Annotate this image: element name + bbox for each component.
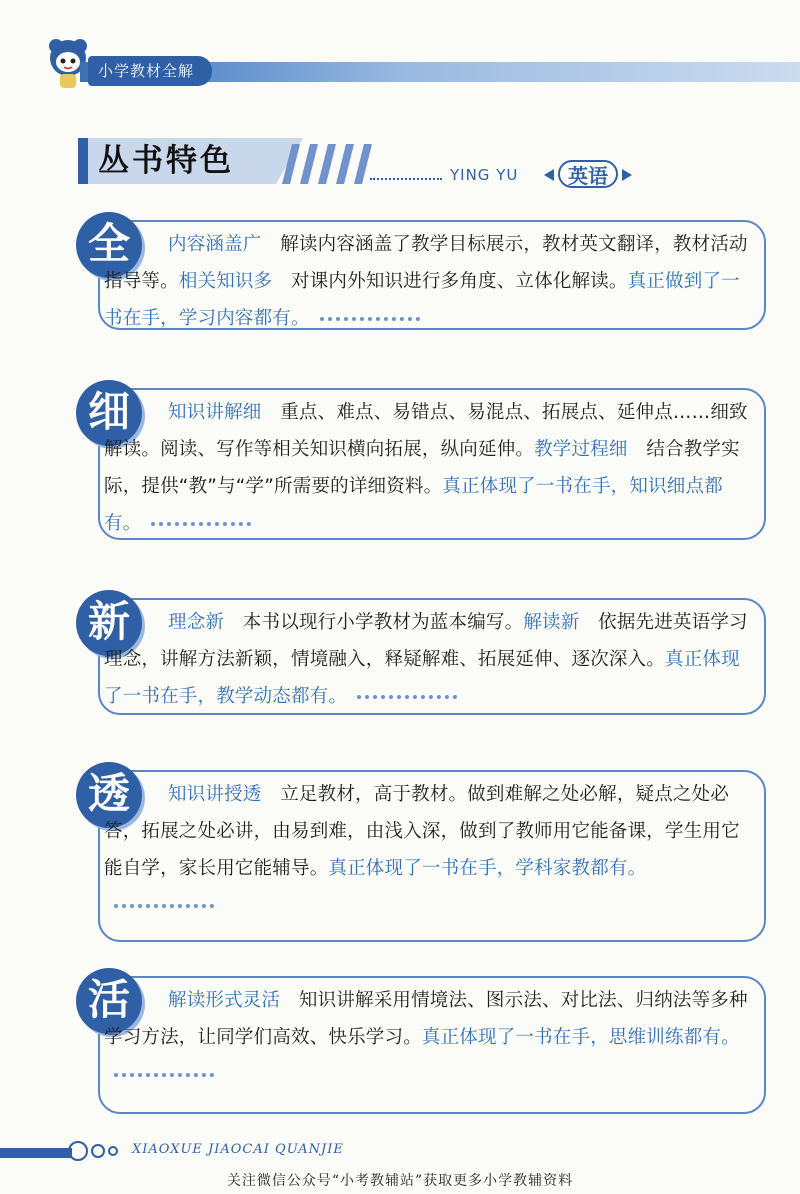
circle-icon: [108, 1146, 118, 1156]
subject-label: 英语: [558, 160, 618, 188]
keyword: 教学过程细: [534, 439, 628, 460]
subject-pinyin: YING YU: [450, 166, 519, 184]
summary-text: 真正做到了一书在手，学习内容都有。: [104, 271, 740, 329]
footer-bar: [0, 1148, 72, 1158]
circle-icon: [91, 1144, 105, 1158]
summary-text: 真正体现了一书在手，思维训练都有。: [421, 1027, 740, 1048]
keyword: 知识讲授透: [168, 784, 262, 805]
keyword: 解读新: [523, 612, 580, 633]
feature-block-huo: [76, 968, 766, 1114]
feature-badge: 透: [76, 762, 142, 828]
keyword: 理念新: [168, 612, 225, 633]
body-text: 重点、难点、易错点、易混点、拓展点、延伸点……细致解读。阅读、写作等相关知识横向拓展，纵向延伸。: [104, 402, 748, 460]
keyword: 内容涵盖广: [168, 234, 262, 255]
feature-text: [104, 226, 748, 337]
dots-decoration: [151, 522, 251, 526]
summary-text: 真正体现了一书在手，知识细点都有。: [104, 476, 723, 534]
feature-badge: 细: [76, 380, 142, 446]
body-text: 知识讲解采用情境法、图示法、对比法、归纳法等多种学习方法，让同学们高效、快乐学习。: [104, 990, 748, 1048]
wechat-note: 关注微信公众号“小考教辅站”获取更多小学教辅资料: [226, 1173, 574, 1189]
body-text: 对课内外知识进行多角度、立体化解读。: [272, 271, 628, 292]
dots-decoration: [357, 695, 457, 699]
summary-text: 真正体现了一书在手，学科家教都有。: [328, 858, 647, 879]
feature-text: [104, 776, 748, 924]
body-text: 解读内容涵盖了教学目标展示，教材英文翻译，教材活动指导等。: [104, 234, 748, 292]
feature-badge: 活: [76, 968, 142, 1034]
feature-badge: 全: [76, 212, 142, 278]
keyword: 知识讲解细: [168, 402, 262, 423]
series-pinyin: XIAOXUE JIAOCAI QUANJIE: [132, 1142, 344, 1157]
body-text: 本书以现行小学教材为蓝本编写。: [224, 612, 524, 633]
arrow-left-icon: [544, 169, 554, 181]
feature-text: [104, 604, 748, 715]
summary-text: 真正体现了一书在手，教学动态都有。: [104, 649, 740, 707]
body-text: 立足教材，高于教材。做到难解之处必解，疑点之处必答，拓展之处必讲，由易到难，由浅入深，做到了教师用它能备课，学生用它能自学，家长用它能辅导。: [104, 784, 740, 879]
series-title: 小学教材全解: [88, 56, 212, 86]
feature-text: [104, 982, 748, 1093]
dots-decoration: [320, 317, 420, 321]
keyword: 相关知识多: [178, 271, 273, 292]
feature-block-xin: [76, 590, 766, 715]
arrow-right-icon: [622, 169, 632, 181]
subject-tag: [540, 160, 636, 190]
feature-block-xi: [76, 380, 766, 540]
feature-badge: 新: [76, 590, 142, 656]
keyword: 解读形式灵活: [168, 990, 281, 1011]
circle-icon: [68, 1141, 88, 1161]
footer-circles: [68, 1140, 121, 1161]
heading-dotline: [370, 178, 442, 180]
page-title: 丛书特色: [98, 143, 234, 179]
feature-block-quan: [76, 212, 766, 330]
feature-block-tou: [76, 762, 766, 942]
dots-decoration: [114, 904, 214, 908]
body-text: 结合教学实际，提供“教”与“学”所需要的详细资料。: [104, 439, 740, 497]
feature-text: [104, 394, 748, 542]
dots-decoration: [114, 1073, 214, 1077]
body-text: 依据先进英语学习理念，讲解方法新颖，情境融入，释疑解难、拓展延伸、逐次深入。: [104, 612, 748, 670]
